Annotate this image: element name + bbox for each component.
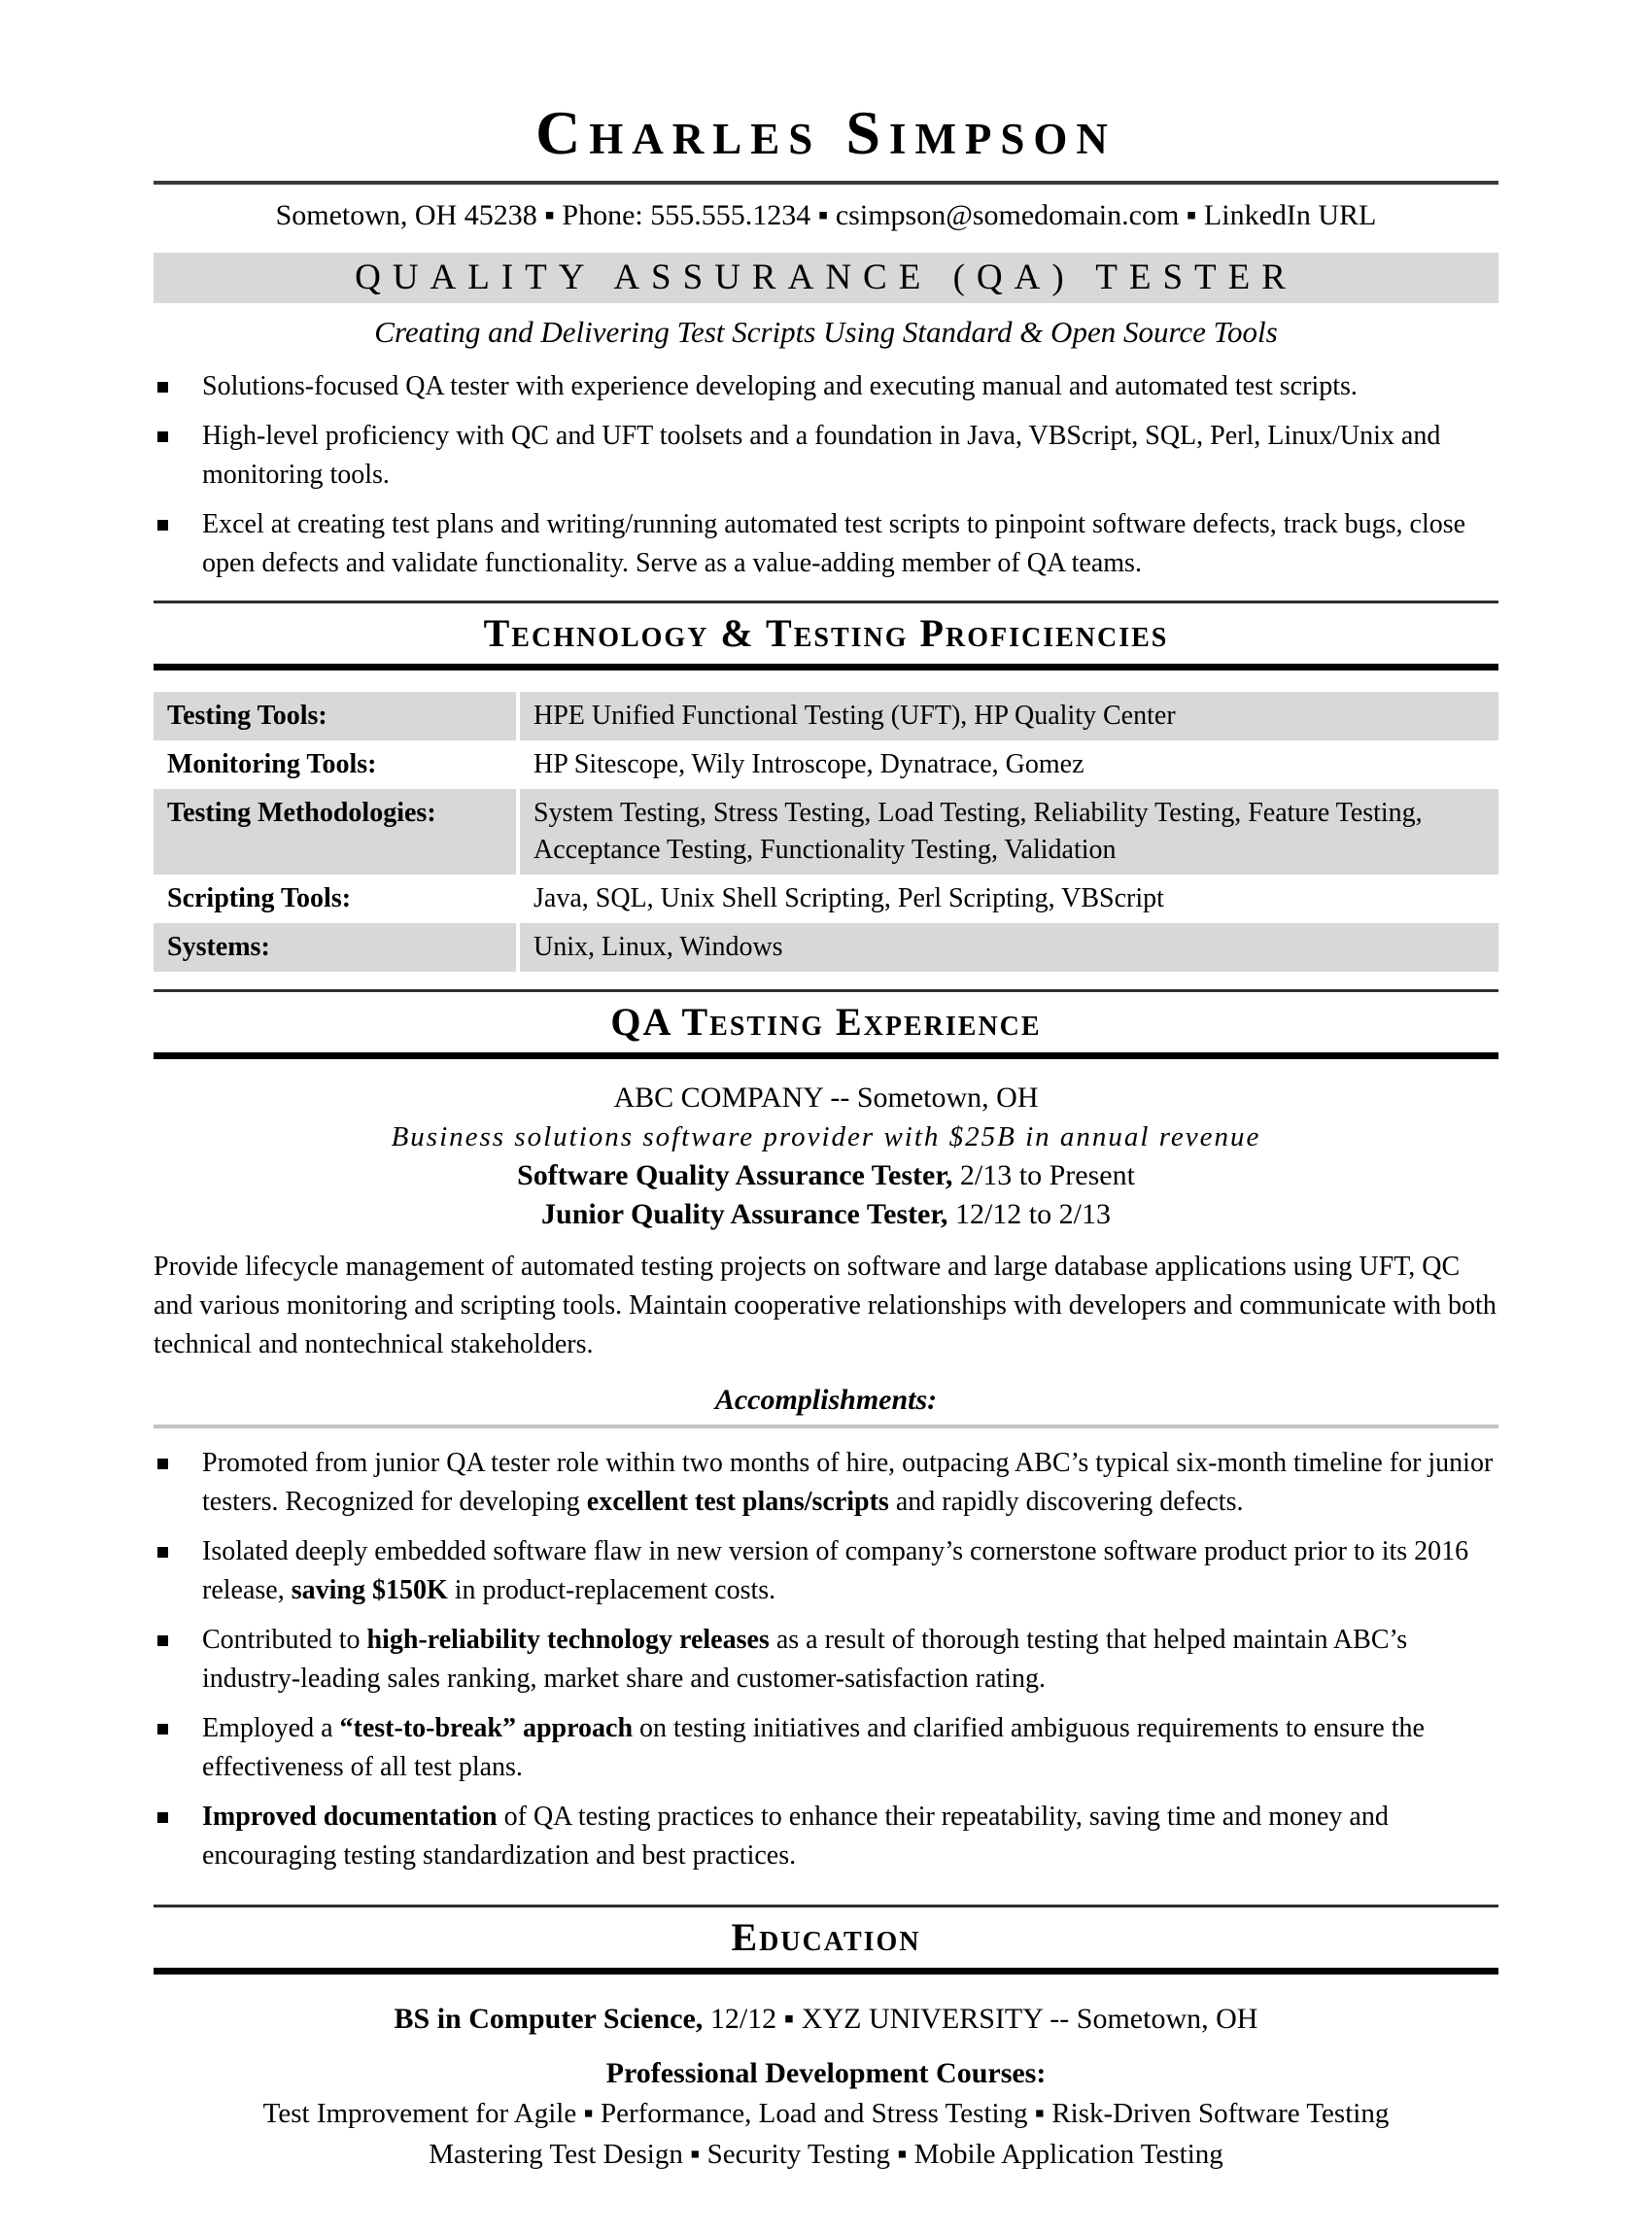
accomplishment-text: Employed a “test-to-break” approach on testing initiatives and clarified ambiguous requirements to ensure the effectiveness of all test plans. xyxy=(202,1713,1425,1782)
company-block xyxy=(154,1079,1498,1234)
bullet-square-icon xyxy=(157,431,168,442)
row-value: HPE Unified Functional Testing (UFT), HP Quality Center xyxy=(533,701,1176,731)
bullet-square-icon xyxy=(157,1724,168,1735)
row-value: Java, SQL, Unix Shell Scripting, Perl Scripting, VBScript xyxy=(533,883,1164,913)
role-line: Software Quality Assurance Tester, 2/13 to Present xyxy=(517,1159,1135,1191)
section-rule-bottom xyxy=(154,1968,1498,1975)
summary-item-text: Excel at creating test plans and writing/running automated test scripts to pinpoint software defects, track bugs, close open defects and validate functionality. Serve as a value-adding member of QA teams. xyxy=(202,509,1466,578)
row-value: Unix, Linux, Windows xyxy=(533,932,783,962)
bullet-square-icon xyxy=(157,382,168,393)
accomplishment-item xyxy=(154,1621,1498,1699)
summary-item xyxy=(154,367,1498,406)
role-overview: Provide lifecycle management of automated testing projects on software and large database applications using UFT, QC and various monitoring and scripting tools. Maintain cooperative relationships with developers and communicate with both technical and nontechnical stakeholders. xyxy=(154,1252,1497,1359)
bullet-square-icon xyxy=(157,520,168,531)
degree-line: BS in Computer Science, 12/12 ▪ XYZ UNIVERSITY -- Sometown, OH xyxy=(394,2003,1258,2035)
accomplishment-item xyxy=(154,1798,1498,1875)
section-rule-bottom xyxy=(154,1052,1498,1059)
table-row xyxy=(154,692,1498,740)
row-label: Systems: xyxy=(154,923,518,972)
resume-page xyxy=(0,95,1652,2233)
row-label: Testing Tools: xyxy=(154,692,518,740)
summary-item-text: High-level proficiency with QC and UFT toolsets and a foundation in Java, VBScript, SQL, Perl, Linux/Unix and monitoring tools. xyxy=(202,421,1441,490)
tagline: Creating and Delivering Test Scripts Using Standard & Open Source Tools xyxy=(374,315,1278,349)
section-title: QA Testing Experience xyxy=(610,1000,1042,1044)
row-value: HP Sitescope, Wily Introscope, Dynatrace, Gomez xyxy=(533,749,1084,779)
summary-list xyxy=(154,367,1498,583)
bullet-square-icon xyxy=(157,1459,168,1469)
accomplishment-item xyxy=(154,1444,1498,1522)
company-name: ABC COMPANY -- Sometown, OH xyxy=(613,1082,1039,1114)
row-value: System Testing, Stress Testing, Load Testing, Reliability Testing, Feature Testing, Acceptance Testing, Functionality Testing, Validation xyxy=(533,798,1423,865)
course-line: Test Improvement for Agile ▪ Performance, Load and Stress Testing ▪ Risk-Driven Software Testing xyxy=(262,2098,1390,2129)
company-description: Business solutions software provider with $25B in annual revenue xyxy=(391,1121,1261,1152)
summary-item-text: Solutions-focused QA tester with experience developing and executing manual and automated test scripts. xyxy=(202,371,1358,401)
row-label: Monitoring Tools: xyxy=(154,740,518,789)
section-title: Technology & Testing Proficiencies xyxy=(483,611,1169,655)
proficiencies-table xyxy=(154,692,1498,972)
professional-development-heading: Professional Development Courses: xyxy=(605,2057,1047,2089)
contact-line: Sometown, OH 45238 ▪ Phone: 555.555.1234 ▪ csimpson@somedomain.com ▪ LinkedIn URL xyxy=(275,199,1377,231)
section-title: Education xyxy=(731,1915,921,1959)
section-experience-header xyxy=(154,989,1498,1059)
bullet-square-icon xyxy=(157,1635,168,1646)
accomplishment-item xyxy=(154,1709,1498,1787)
table-row xyxy=(154,923,1498,972)
accomplishments-list xyxy=(154,1444,1498,1875)
course-line: Mastering Test Design ▪ Security Testing ▪ Mobile Application Testing xyxy=(429,2139,1223,2170)
section-proficiencies-header xyxy=(154,601,1498,670)
header-divider xyxy=(154,181,1498,185)
accomplishments-heading: Accomplishments: xyxy=(714,1384,938,1416)
row-label: Scripting Tools: xyxy=(154,875,518,923)
accomplishment-text: Improved documentation of QA testing practices to enhance their repeatability, saving time and money and encouraging testing standardization and best practices. xyxy=(202,1802,1389,1871)
section-rule-bottom xyxy=(154,664,1498,670)
section-education-header xyxy=(154,1905,1498,1975)
table-row xyxy=(154,789,1498,875)
section-rule-top xyxy=(154,1905,1498,1907)
table-row xyxy=(154,875,1498,923)
summary-item xyxy=(154,505,1498,583)
summary-item xyxy=(154,417,1498,495)
row-label: Testing Methodologies: xyxy=(154,789,518,875)
job-title-banner: QUALITY ASSURANCE (QA) TESTER xyxy=(154,253,1498,303)
candidate-name: Charles Simpson xyxy=(535,98,1117,167)
accomplishment-text: Promoted from junior QA tester role within two months of hire, outpacing ABC’s typical six-month timeline for junior testers. Recognized for developing excellent test plans/scripts and rapidly discovering defects. xyxy=(202,1448,1494,1517)
accomplishment-text: Isolated deeply embedded software flaw in new version of company’s cornerstone software product prior to its 2016 release, saving $150K in product-replacement costs. xyxy=(202,1536,1469,1605)
section-rule-top xyxy=(154,989,1498,992)
accomplishment-text: Contributed to high-reliability technology releases as a result of thorough testing that helped maintain ABC’s industry-leading sales ranking, market share and customer-satisfaction rating. xyxy=(202,1625,1408,1694)
role-line: Junior Quality Assurance Tester, 12/12 to 2/13 xyxy=(541,1198,1111,1230)
bullet-square-icon xyxy=(157,1812,168,1823)
section-rule-top xyxy=(154,601,1498,603)
accomplishment-item xyxy=(154,1532,1498,1610)
table-row xyxy=(154,740,1498,789)
accomplishments-divider xyxy=(154,1425,1498,1428)
bullet-square-icon xyxy=(157,1547,168,1558)
